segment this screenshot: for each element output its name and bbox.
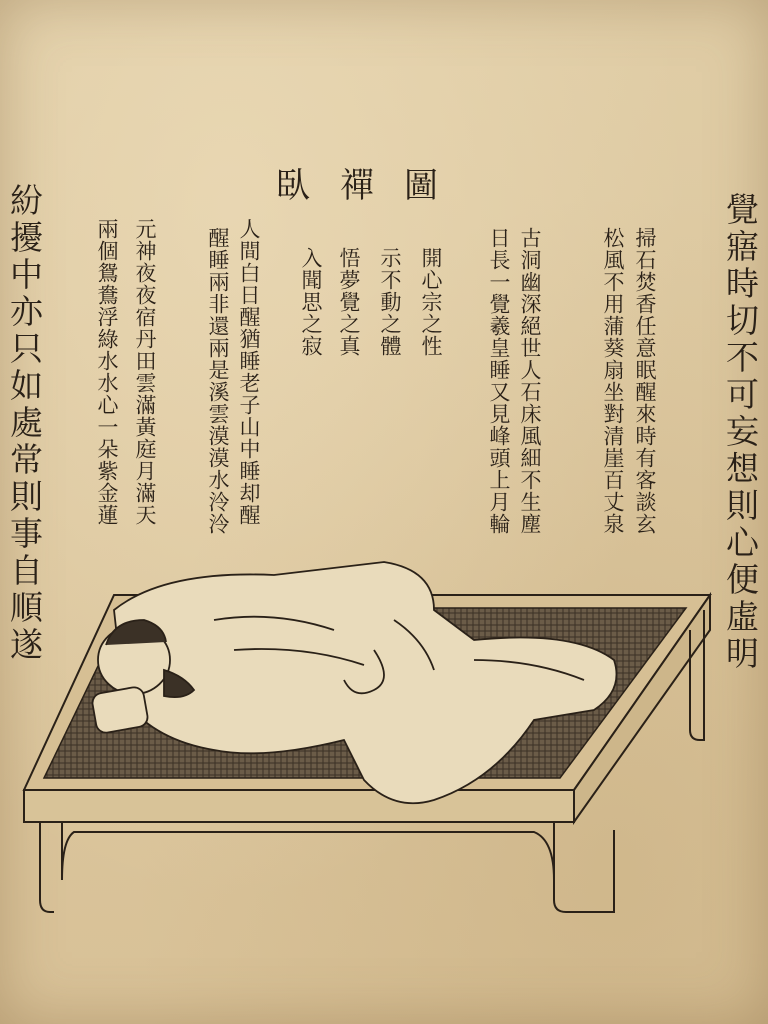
verse-3-line-3: 悟夢覺之真 bbox=[337, 247, 361, 357]
left-inscription: 紛擾中亦只如處常則事自順遂 bbox=[5, 183, 44, 664]
poem-5-line-1: 元神夜夜宿丹田雲滿黃庭月滿天 bbox=[133, 218, 157, 526]
verse-3-line-4: 入聞思之寂 bbox=[299, 247, 323, 357]
poem-1-line-1: 掃石焚香任意眠醒來時有客談玄 bbox=[633, 227, 657, 535]
poem-4-line-1: 人間白日醒猶睡老子山中睡却醒 bbox=[237, 218, 261, 526]
page-title: 臥禪圖 bbox=[276, 166, 468, 206]
verse-3-line-2: 示不動之體 bbox=[378, 247, 402, 357]
poem-1-line-2: 松風不用蒲葵扇坐對清崖百丈泉 bbox=[601, 227, 625, 535]
right-inscription: 覺寤時切不可妄想則心便虛明 bbox=[721, 192, 760, 673]
poem-5-line-2: 兩個鴛鴦浮綠水水心一朵紫金蓮 bbox=[95, 218, 119, 526]
reclining-meditation-illustration bbox=[14, 550, 724, 930]
verse-3-line-1: 開心宗之性 bbox=[419, 247, 443, 357]
poem-2-line-1: 古洞幽深絕世人石床風細不生塵 bbox=[518, 227, 542, 535]
poem-4-line-2: 醒睡兩非還兩是溪雲漠漠水泠泠 bbox=[206, 227, 230, 535]
poem-2-line-2: 日長一覺羲皇睡又見峰頭上月輪 bbox=[487, 227, 511, 535]
